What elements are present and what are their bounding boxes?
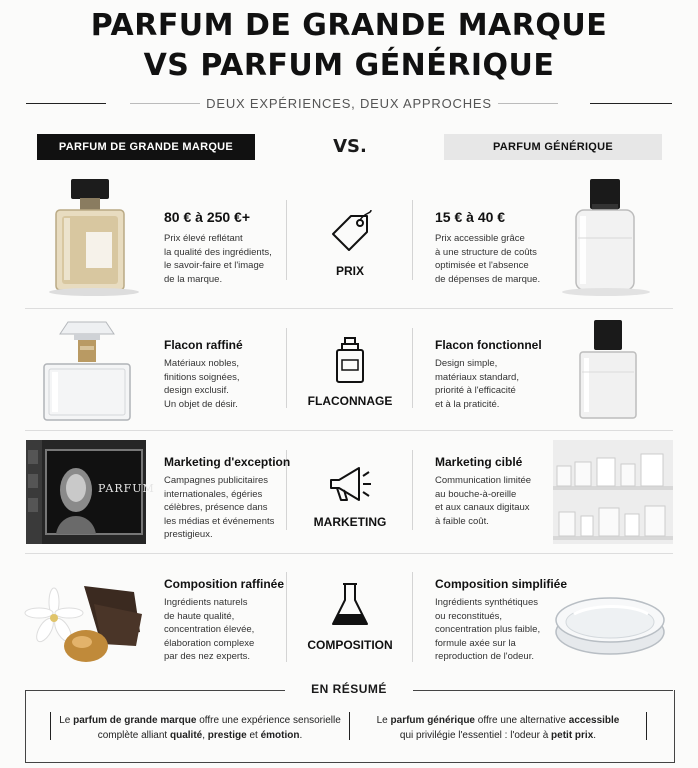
summary-divider (646, 712, 647, 740)
shelf-image (553, 440, 673, 544)
row-label-composition: COMPOSITION (307, 638, 393, 652)
flask-icon (325, 580, 375, 630)
brand-flacon-title: Flacon raffiné (164, 338, 243, 352)
column-divider (286, 328, 287, 408)
brand-marketing-title: Marketing d'exception (164, 455, 291, 469)
refined-flacon-image (40, 316, 134, 424)
page-title (0, 6, 698, 86)
row-divider (25, 308, 673, 309)
row-label-marketing: MARKETING (313, 515, 387, 529)
summary-divider (50, 712, 51, 740)
functional-flacon-image (572, 316, 644, 424)
page-subtitle: DEUX EXPÉRIENCES, DEUX APPROCHES (206, 96, 492, 111)
price-tag-icon (325, 208, 375, 258)
column-divider (286, 572, 287, 662)
billboard-image (26, 440, 155, 544)
summary-title: EN RÉSUMÉ (311, 682, 387, 696)
row-label-flaconnage: FLACONNAGE (307, 394, 393, 408)
brand-price-text: Prix élevé reflétant la qualité des ingrédients, le savoir-faire et l'image de la marque. (164, 233, 272, 285)
natural-ingredients-image (24, 574, 146, 670)
row-label-prix: PRIX (335, 264, 364, 278)
subtitle-row (0, 94, 698, 114)
summary-generic-text: Le parfum générique offre une alternative accessible qui privilégie l'essentiel : l'odeur à petit prix. (376, 715, 620, 741)
row-divider (25, 430, 673, 431)
generic-composition-text: Ingrédients synthétiques ou reconstitués, concentration plus faible, formule axée sur la reproduction de l'odeur. (435, 597, 541, 662)
generic-price-title: 15 € à 40 € (435, 209, 506, 225)
column-header-brand: PARFUM DE GRANDE MARQUE (37, 134, 255, 160)
generic-bottle-image (556, 176, 656, 298)
generic-price-text: Prix accessible grâce à une structure de coûts optimisée et l'absence de dépenses de marque. (435, 233, 541, 285)
generic-marketing-title: Marketing ciblé (435, 455, 523, 469)
generic-marketing-text: Communication limitée au bouche-à-oreille et aux canaux digitaux à faible coût. (435, 475, 532, 527)
brand-flacon-text: Matériaux nobles, finitions soignées, design exclusif. Un objet de désir. (164, 358, 240, 410)
column-divider (412, 200, 413, 280)
vs-label: VS. (333, 136, 367, 157)
column-header-generic: PARFUM GÉNÉRIQUE (444, 134, 662, 160)
brand-marketing-text: Campagnes publicitaires internationales, égéries célèbres, présence dans les médias et événements prestigieux. (164, 475, 275, 540)
generic-composition-title: Composition simplifiée (435, 577, 568, 591)
summary-divider (349, 712, 350, 740)
bottle-icon (325, 336, 375, 386)
summary-brand-text: Le parfum de grande marque offre une expérience sensorielle complète alliant qualité, prestige et émotion. (59, 715, 341, 741)
title-line-2: VS PARFUM GÉNÉRIQUE (143, 48, 555, 83)
generic-flacon-text: Design simple, matériaux standard, priorité à l'efficacité et à la praticité. (435, 358, 519, 410)
subtitle-rule-right-light (498, 103, 558, 104)
column-divider (286, 200, 287, 280)
row-divider (25, 553, 673, 554)
column-divider (412, 450, 413, 530)
column-divider (412, 572, 413, 662)
luxury-bottle-image (44, 176, 144, 298)
column-divider (412, 328, 413, 408)
generic-flacon-title: Flacon fonctionnel (435, 338, 542, 352)
subtitle-rule-right-dark (590, 103, 672, 104)
brand-composition-text: Ingrédients naturels de haute qualité, concentration élevée, élaboration complexe par des nez experts. (164, 597, 255, 662)
title-line-1: PARFUM DE GRANDE MARQUE (90, 8, 608, 43)
brand-composition-title: Composition raffinée (164, 577, 285, 591)
billboard-brand-text: PARFUM (98, 482, 155, 495)
petri-dish-image (552, 584, 668, 660)
megaphone-icon (325, 460, 375, 510)
brand-price-title: 80 € à 250 €+ (164, 209, 251, 225)
